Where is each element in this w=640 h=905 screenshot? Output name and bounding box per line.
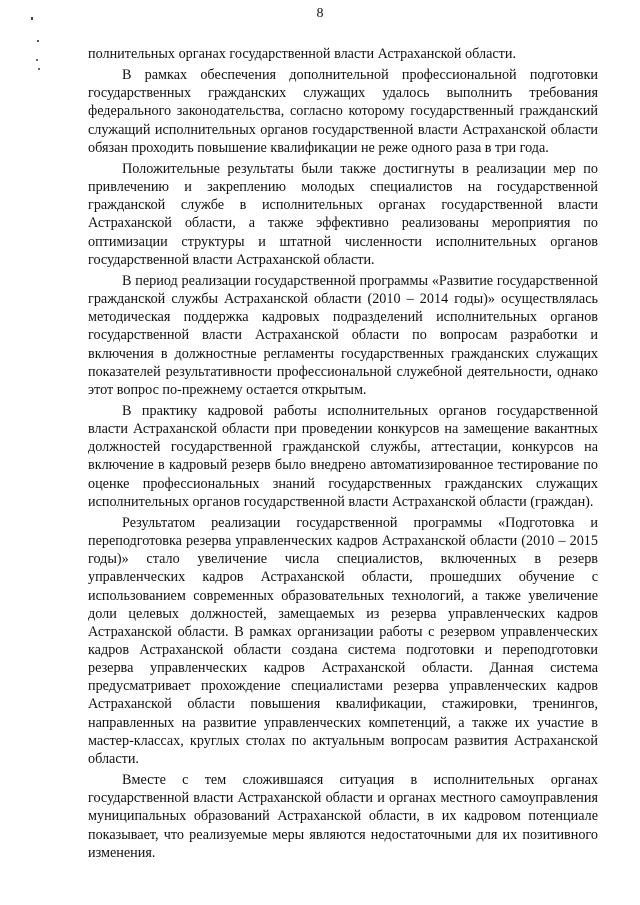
paragraph-management-reserve: Результатом реализации государственной программы «Подготовка и переподготовка резерва управленческих кадров Астраханской области (2010 – 2015 годы)» стало увеличение числа специалистов, включенных в резерв управленческих кадров Астраханской области, прошедших обучение с использованием современных образовательных технологий, а также увеличение доли целевых должностей, замещаемых из резерва управленческих кадров Астраханской области. В рамках организации работы с резервом управленческих кадров Астраханской области создана система подготовки и переподготовки резерва управленческих кадров Астраханской области. Данная система предусматривает прохождение специалистами резерва управленческих кадров Астраханской области повышения квалификации, стажировки, тренингов, направленных на развитие управленческих компетенций, а также их участие в мастер-классах, круглых столах по актуальным вопросам развития Астраханской области.: [88, 514, 598, 767]
paragraph-automated-testing: В практику кадровой работы исполнительных органов государственной власти Астраханской области при проведении конкурсов на замещение вакантных должностей государственной гражданской службы, аттестации, конкурсов на включение в кадровый резерв было внедрено автоматизированное тестирование по оценке профессиональных знаний государственных гражданских служащих исполнительных органов государственной власти Астраханской области (граждан).: [88, 402, 598, 510]
paragraph-civil-service-program: В период реализации государственной программы «Развитие государственной гражданской службы Астраханской области (2010 – 2014 годы)» осуществлялась методическая поддержка кадровых подразделений исполнительных органов государственной власти Астраханской области по вопросам разработки и включения в должностные регламенты государственных гражданских служащих показателей результативности профессиональной служебной деятельности, однако этот вопрос по-прежнему остается открытым.: [88, 272, 598, 398]
document-body: [88, 45, 598, 862]
paragraph-continuation: полнительных органах государственной власти Астраханской области.: [88, 46, 517, 62]
paragraph-professional-training: В рамках обеспечения дополнительной профессиональной подготовки государственных гражданских служащих удалось выполнить требования федерального законодательства, согласно которому государственный гражданский служащий исполнительных органов государственной власти Астраханской области обязан проходить повышение квалификации не реже одного раза в три года.: [88, 67, 598, 156]
paragraph-young-specialists: Положительные результаты были также достигнуты в реализации мер по привлечению и закреплению молодых специалистов на государственной гражданской службе в исполнительных органах государственной власти Астраханской области, а также эффективно реализованы мероприятия по оптимизации структуры и штатной численности исполнительных органов государственной власти Астраханской области.: [88, 160, 598, 268]
page-number: 8: [316, 6, 324, 21]
paragraph-conclusion: Вместе с тем сложившаяся ситуация в исполнительных органах государственной власти Астраханской области и органах местного самоуправления муниципальных образований Астраханской области, в их кадровом потенциале показывает, что реализуемые меры являются недостаточными для их позитивного изменения.: [88, 772, 598, 861]
